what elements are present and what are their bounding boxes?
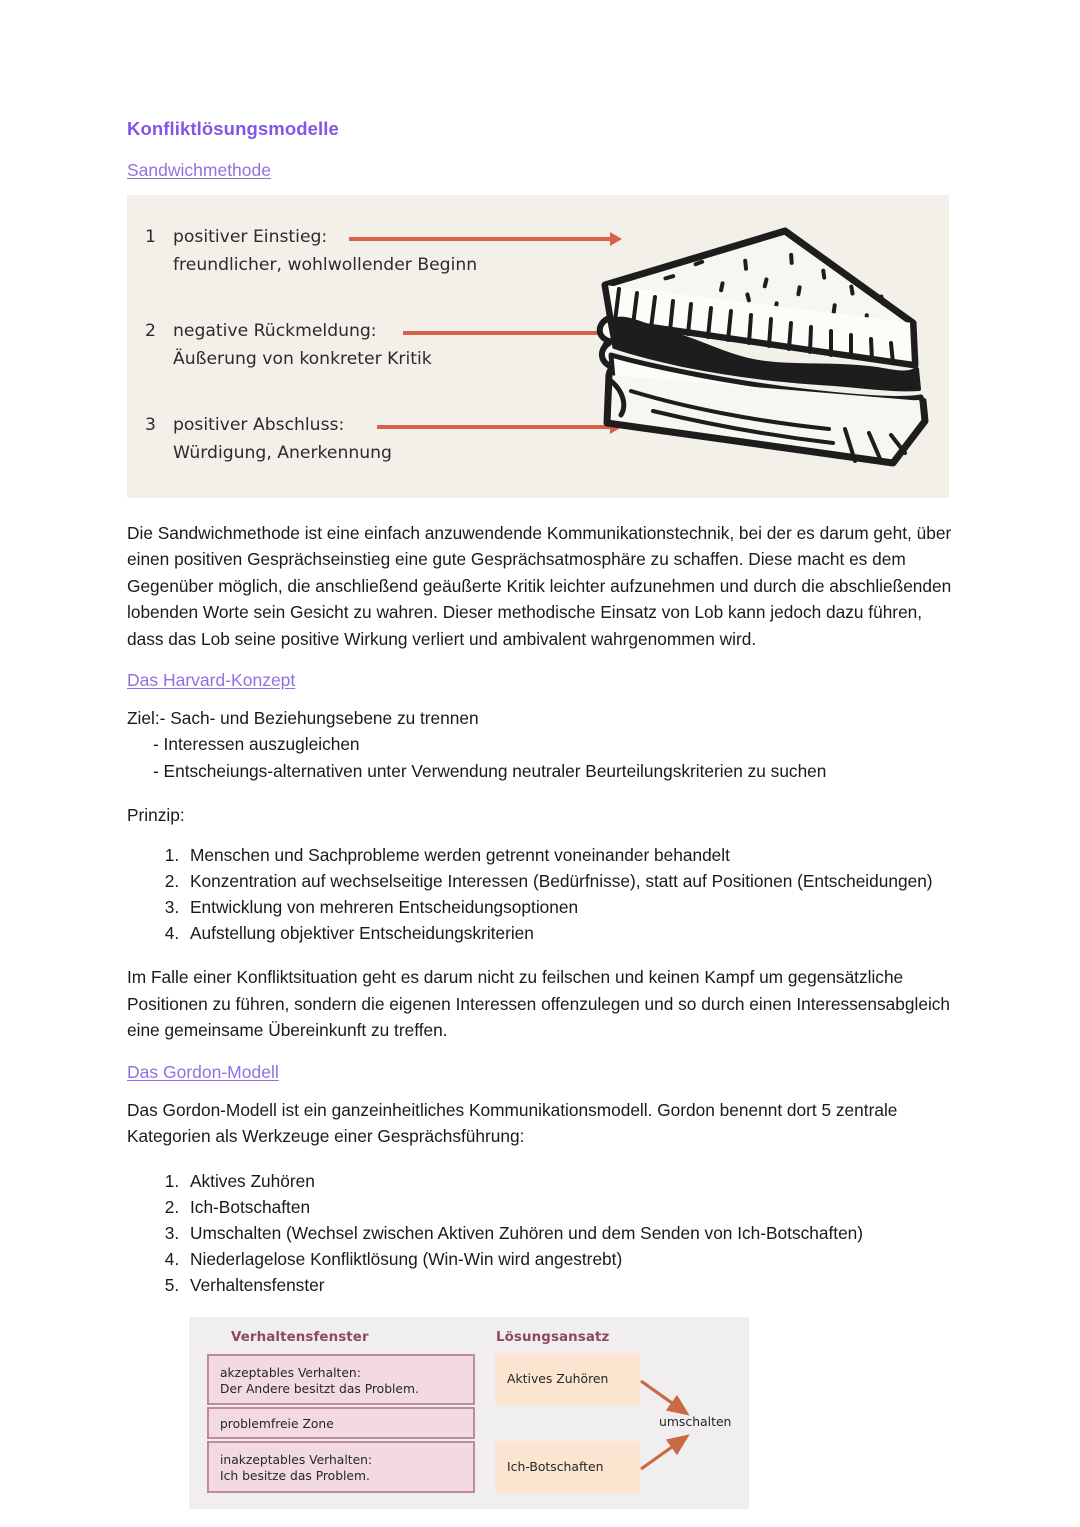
- sandwich-arrow-2-icon: [403, 331, 611, 335]
- harvard-ziel-sub-item: - Interessen auszugleichen: [153, 734, 360, 755]
- sandwich-step: [145, 321, 615, 369]
- link-sandwichmethode[interactable]: Sandwichmethode: [127, 160, 271, 180]
- sandwich-step-title: negative Rückmeldung:: [173, 321, 377, 341]
- link-gordon-modell[interactable]: Das Gordon-Modell: [127, 1061, 279, 1082]
- box-line-1: problemfreie Zone: [220, 1416, 334, 1431]
- sandwich-step: [145, 415, 615, 463]
- list-item: 5. Verhaltensfenster: [184, 1272, 955, 1298]
- list-item: 1. Menschen und Sachprobleme werden getrennt voneinander behandelt: [184, 842, 955, 868]
- box-line-2: Ich besitze das Problem.: [220, 1469, 370, 1484]
- list-item: 3. Umschalten (Wechsel zwischen Aktiven Zuhören und dem Senden von Ich-Botschaften): [184, 1220, 955, 1246]
- harvard-ziel-line: Ziel:- Sach- und Beziehungsebene zu trennen: [127, 708, 479, 729]
- box-line-2: Der Andere besitzt das Problem.: [220, 1382, 419, 1397]
- loesungsansatz-column-heading: Lösungsansatz: [496, 1329, 610, 1345]
- sandwich-step-detail: Würdigung, Anerkennung: [173, 443, 392, 463]
- harvard-ziel-block: [127, 705, 955, 784]
- box-label: Ich-Botschaften: [507, 1459, 604, 1475]
- sandwich-step: [145, 227, 615, 275]
- umschalten-label: umschalten: [659, 1413, 732, 1429]
- box-line-1: akzeptables Verhalten:: [220, 1365, 361, 1380]
- list-item: 2. Konzentration auf wechselseitige Interessen (Bedürfnisse), statt auf Positionen (Entscheidungen): [184, 868, 955, 894]
- sandwich-step-title: positiver Einstieg:: [173, 227, 328, 247]
- sandwich-step-list: [145, 227, 615, 463]
- list-item: 4. Niederlagelose Konfliktlösung (Win-Win wird angestrebt): [184, 1246, 955, 1272]
- list-item: 3. Entwicklung von mehreren Entscheidungsoptionen: [184, 894, 955, 920]
- sandwich-figure: [127, 195, 949, 498]
- sandwich-step-detail: Äußerung von konkreter Kritik: [173, 349, 432, 369]
- sandwich-arrow-3-icon: [377, 425, 611, 429]
- harvard-ziel-sub-item: - Entscheiungs-alternativen unter Verwendung neutraler Beurteilungskriterien zu suchen: [153, 760, 827, 781]
- list-item: 2. Ich-Botschaften: [184, 1194, 955, 1220]
- box-line-1: inakzeptables Verhalten:: [220, 1452, 373, 1467]
- sandwich-arrow-1-icon: [349, 237, 611, 241]
- section-gordon-heading-row: [127, 1062, 955, 1083]
- sandwich-step-detail: freundlicher, wohlwollender Beginn: [173, 255, 478, 275]
- sandwich-step-number: 1: [145, 227, 156, 247]
- sandwich-step-number: 2: [145, 321, 156, 341]
- list-item: 1. Aktives Zuhören: [184, 1168, 955, 1194]
- sandwich-paragraph: Die Sandwichmethode ist eine einfach anzuwendende Kommunikationstechnik, bei der es darum geht, über einen positiven Gesprächseinstieg eine gute Gesprächsatmosphäre zu schaffen. Diese macht es dem Gegenüber möglich, die anschließend geäußerte Kritik leichter aufzunehmen und durch die abschließenden lobenden Worte sein Gesicht zu wahren. Dieser methodische Einsatz von Lob kann jedoch dazu führen, dass das Lob seine positive Wirkung verliert und ambivalent wahrgenommen wird.: [127, 523, 952, 649]
- harvard-paragraph: Im Falle einer Konfliktsituation geht es darum nicht zu feilschen und keinen Kampf um gegensätzliche Positionen zu führen, sondern die eigenen Interessen offenzulegen und so durch einen Interessensabgleich eine gemeinsame Übereinkunft zu treffen.: [127, 967, 951, 1041]
- document-content: [127, 118, 955, 1509]
- link-harvard-konzept[interactable]: Das Harvard-Konzept: [127, 670, 296, 691]
- harvard-prinzip-label: Prinzip:: [127, 805, 185, 826]
- sandwich-illustration-icon: [593, 215, 945, 485]
- verhaltensfenster-column-heading: Verhaltensfenster: [231, 1329, 369, 1345]
- list-item: 4. Aufstellung objektiver Entscheidungskriterien: [184, 920, 955, 946]
- harvard-prinzip-list: [127, 842, 955, 947]
- verhaltensfenster-figure: [189, 1317, 749, 1509]
- box-label: Aktives Zuhören: [507, 1371, 609, 1387]
- sandwich-step-number: 3: [145, 415, 156, 435]
- gordon-kategorien-list: [127, 1168, 955, 1299]
- section-harvard-heading-row: [127, 670, 955, 691]
- gordon-paragraph: Das Gordon-Modell ist ein ganzeinheitliches Kommunikationsmodell. Gordon benennt dort 5 zentrale Kategorien als Werkzeuge einer Gesprächsführung:: [127, 1099, 898, 1147]
- umschalten-arrows-icon: [189, 1317, 749, 1509]
- page-title: Konfliktlösungsmodelle: [127, 118, 339, 139]
- sandwich-step-title: positiver Abschluss:: [173, 415, 345, 435]
- section-sandwich-heading-row: [127, 160, 955, 181]
